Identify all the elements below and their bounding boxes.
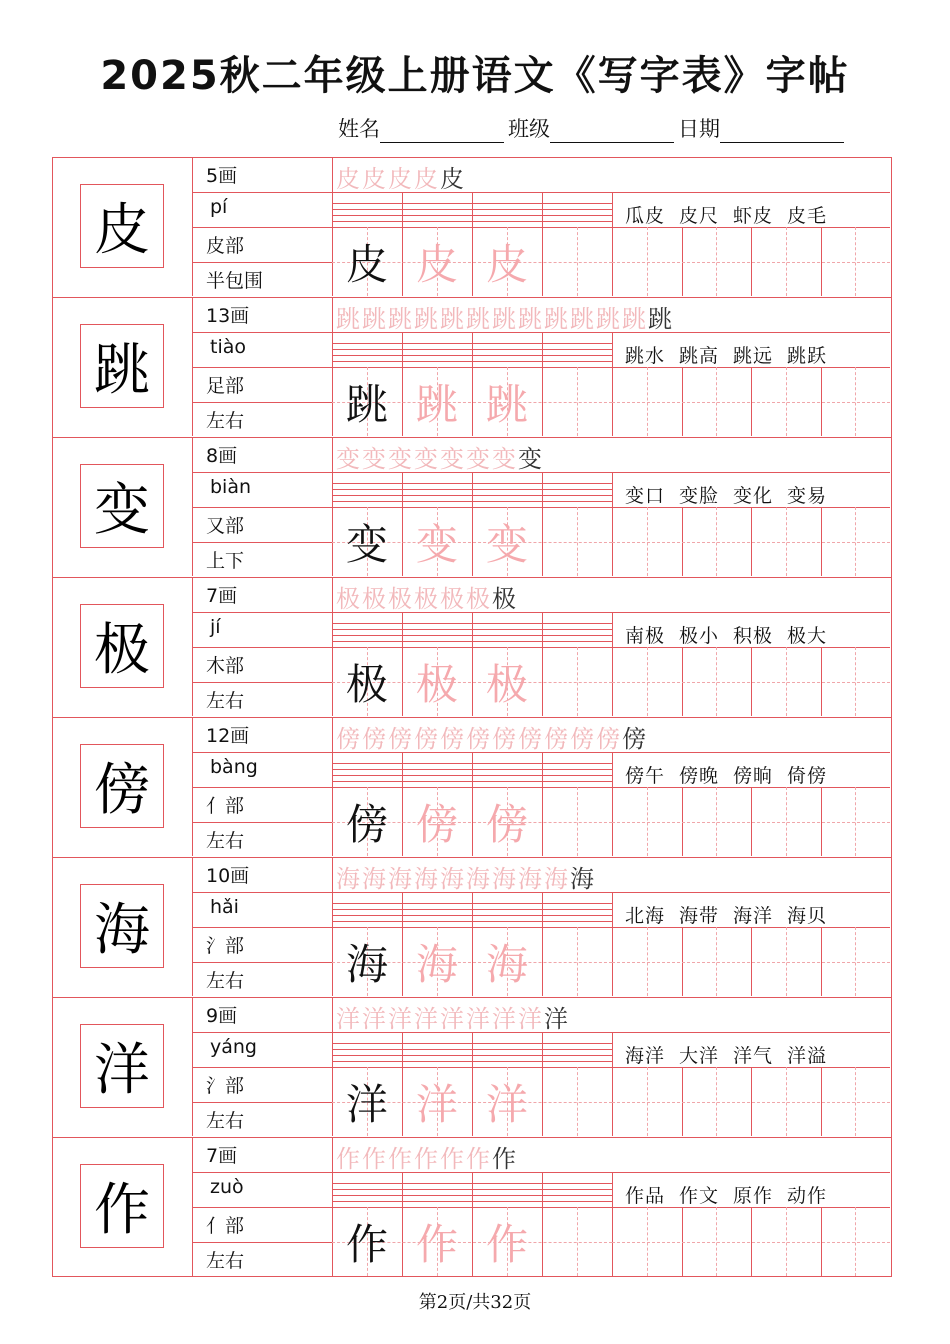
model-char: 作	[94, 1178, 150, 1243]
word-item: 皮毛	[787, 205, 828, 227]
info-divider	[192, 752, 332, 753]
stroke-step: 傍	[518, 724, 542, 753]
info-divider	[192, 367, 332, 368]
stroke-step: 海	[466, 864, 490, 893]
word-list	[625, 901, 841, 928]
trace-char-solid: 跳	[345, 380, 388, 429]
stroke-step: 傍	[336, 724, 360, 753]
word-item: 海带	[679, 905, 720, 927]
stroke-step: 洋	[492, 1004, 516, 1033]
model-char-box	[80, 604, 164, 688]
trace-char-solid: 作	[345, 1220, 388, 1269]
stroke-sequence	[336, 719, 648, 753]
info-divider	[192, 507, 332, 508]
cell-divider	[612, 1172, 613, 1276]
word-item: 动作	[787, 1185, 828, 1207]
info-divider	[192, 927, 332, 928]
stroke-step: 傍	[596, 724, 620, 753]
info-strokes: 5画	[206, 165, 238, 187]
stroke-step: 海	[362, 864, 386, 893]
stroke-step: 傍	[440, 724, 464, 753]
info-pinyin: jí	[210, 616, 221, 638]
word-item: 作品	[625, 1185, 666, 1207]
stroke-sequence	[336, 579, 518, 613]
stroke-step: 变	[388, 444, 412, 473]
guide-line	[612, 542, 890, 543]
pinyin-cell-divider	[472, 472, 473, 507]
pinyin-cell-divider	[542, 752, 543, 787]
stroke-step: 跳	[388, 304, 412, 333]
pinyin-cell-divider	[472, 192, 473, 227]
info-structure: 左右	[206, 830, 245, 852]
word-item: 跳水	[625, 345, 666, 367]
name-label: 姓名	[338, 117, 380, 141]
stroke-step: 变	[336, 444, 360, 473]
char-row	[52, 857, 892, 997]
pinyin-cell-divider	[472, 332, 473, 367]
word-item: 跳远	[733, 345, 774, 367]
guide-line	[612, 1242, 890, 1243]
trace-char-pink: 海	[415, 940, 458, 989]
info-structure: 左右	[206, 1250, 245, 1272]
stroke-step: 作	[388, 1144, 412, 1173]
trace-char-pink: 跳	[485, 380, 528, 429]
pinyin-cell-divider	[402, 192, 403, 227]
stroke-step: 傍	[544, 724, 568, 753]
stroke-sequence	[336, 999, 570, 1033]
word-item: 极大	[787, 625, 828, 647]
stroke-step: 变	[518, 444, 542, 473]
word-item: 虾皮	[733, 205, 774, 227]
page-title: 2025秋二年级上册语文《写字表》字帖	[100, 53, 850, 99]
info-strokes: 7画	[206, 1145, 238, 1167]
model-char: 洋	[94, 1038, 150, 1103]
info-strokes: 8画	[206, 445, 238, 467]
class-label: 班级	[508, 117, 550, 141]
stroke-step: 跳	[466, 304, 490, 333]
stroke-step: 跳	[440, 304, 464, 333]
trace-char-pink: 极	[485, 660, 528, 709]
stroke-step: 作	[492, 1144, 516, 1173]
stroke-step: 变	[492, 444, 516, 473]
model-char: 跳	[94, 338, 150, 403]
pinyin-cell-divider	[542, 612, 543, 647]
char-row	[52, 297, 892, 437]
stroke-step: 傍	[622, 724, 646, 753]
info-divider	[192, 1242, 332, 1243]
word-item: 海洋	[733, 905, 774, 927]
word-item: 洋溢	[787, 1045, 828, 1067]
stroke-step: 变	[414, 444, 438, 473]
pinyin-cell-divider	[472, 892, 473, 927]
pinyin-cell-divider	[542, 192, 543, 227]
stroke-step: 洋	[362, 1004, 386, 1033]
stroke-step: 极	[466, 584, 490, 613]
word-item: 极小	[679, 625, 720, 647]
stroke-step: 极	[336, 584, 360, 613]
stroke-step: 作	[336, 1144, 360, 1173]
stroke-step: 跳	[362, 304, 386, 333]
stroke-step: 海	[570, 864, 594, 893]
info-strokes: 9画	[206, 1005, 238, 1027]
practice-sheet	[52, 157, 892, 1277]
stroke-step: 作	[414, 1144, 438, 1173]
info-pinyin: tiào	[210, 336, 246, 358]
trace-char-pink: 皮	[415, 240, 458, 289]
word-item: 原作	[733, 1185, 774, 1207]
trace-char-solid: 洋	[345, 1080, 388, 1129]
info-divider	[192, 962, 332, 963]
writing-cell[interactable]	[542, 647, 612, 716]
word-item: 积极	[733, 625, 774, 647]
stroke-step: 变	[362, 444, 386, 473]
trace-char-solid: 傍	[345, 800, 388, 849]
info-divider	[192, 472, 332, 473]
word-list	[625, 201, 841, 228]
stroke-step: 作	[466, 1144, 490, 1173]
info-pinyin: pí	[210, 196, 228, 218]
word-item: 傍晌	[733, 765, 774, 787]
word-item: 作文	[679, 1185, 720, 1207]
info-divider	[192, 332, 332, 333]
model-char-box	[80, 464, 164, 548]
word-item: 跳跃	[787, 345, 828, 367]
stroke-step: 洋	[388, 1004, 412, 1033]
trace-char-pink: 作	[415, 1220, 458, 1269]
page-footer: 第2页/共32页	[418, 1292, 532, 1313]
writing-cell[interactable]	[542, 787, 612, 856]
cell-divider	[612, 472, 613, 576]
stroke-step: 洋	[466, 1004, 490, 1033]
model-char-box	[80, 184, 164, 268]
info-pinyin: biàn	[210, 476, 252, 498]
info-divider	[192, 1067, 332, 1068]
word-list	[625, 341, 841, 368]
pinyin-cell-divider	[542, 332, 543, 367]
trace-char-solid: 变	[345, 520, 388, 569]
writing-cell[interactable]	[542, 927, 612, 996]
trace-char-pink: 傍	[485, 800, 528, 849]
stroke-step: 极	[388, 584, 412, 613]
word-item: 倚傍	[787, 765, 828, 787]
word-item: 瓜皮	[625, 205, 666, 227]
stroke-step: 海	[544, 864, 568, 893]
info-divider	[192, 227, 332, 228]
cell-divider	[612, 752, 613, 856]
trace-char-solid: 皮	[345, 240, 388, 289]
stroke-step: 跳	[492, 304, 516, 333]
word-item: 大洋	[679, 1045, 720, 1067]
word-item: 傍晚	[679, 765, 720, 787]
stroke-step: 皮	[388, 164, 412, 193]
stroke-sequence	[336, 1139, 518, 1173]
writing-cell[interactable]	[542, 1067, 612, 1136]
class-blank[interactable]	[550, 120, 674, 143]
info-divider	[192, 192, 332, 193]
guide-line	[612, 1102, 890, 1103]
stroke-step: 海	[336, 864, 360, 893]
info-divider	[192, 1102, 332, 1103]
date-label: 日期	[678, 117, 720, 141]
stroke-step: 傍	[570, 724, 594, 753]
word-list	[625, 621, 841, 648]
info-radical: 足部	[206, 375, 245, 397]
word-item: 变易	[787, 485, 828, 507]
info-structure: 左右	[206, 970, 245, 992]
stroke-step: 跳	[544, 304, 568, 333]
writing-cell[interactable]	[542, 367, 612, 436]
stroke-step: 极	[362, 584, 386, 613]
info-structure: 上下	[206, 550, 245, 572]
stroke-step: 变	[466, 444, 490, 473]
stroke-step: 傍	[388, 724, 412, 753]
guide-line	[612, 402, 890, 403]
info-radical: 氵部	[206, 1075, 245, 1097]
pinyin-cell-divider	[542, 472, 543, 507]
info-divider	[192, 647, 332, 648]
info-pinyin: zuò	[210, 1176, 244, 1198]
word-item: 海洋	[625, 1045, 666, 1067]
model-char: 极	[94, 618, 150, 683]
info-pinyin: bàng	[210, 756, 258, 778]
writing-cell[interactable]	[542, 507, 612, 576]
stroke-sequence	[336, 299, 674, 333]
stroke-step: 海	[492, 864, 516, 893]
writing-cell[interactable]	[542, 1207, 612, 1276]
guide-line	[612, 822, 890, 823]
info-structure: 半包围	[206, 270, 264, 292]
model-char-box	[80, 1164, 164, 1248]
cell-divider	[612, 612, 613, 716]
model-char: 傍	[94, 758, 150, 823]
info-divider	[192, 1032, 332, 1033]
stroke-step: 皮	[362, 164, 386, 193]
guide-line	[612, 262, 890, 263]
pinyin-cell-divider	[402, 1032, 403, 1067]
stroke-sequence	[336, 159, 466, 193]
info-radical: 氵部	[206, 935, 245, 957]
stroke-step: 跳	[648, 304, 672, 333]
stroke-step: 皮	[440, 164, 464, 193]
cell-divider	[612, 892, 613, 996]
stroke-step: 海	[518, 864, 542, 893]
stroke-step: 洋	[544, 1004, 568, 1033]
cell-divider	[612, 1032, 613, 1136]
word-item: 跳高	[679, 345, 720, 367]
char-row	[52, 157, 892, 297]
word-item: 洋气	[733, 1045, 774, 1067]
info-divider	[192, 1207, 332, 1208]
info-radical: 亻部	[206, 1215, 245, 1237]
stroke-step: 跳	[336, 304, 360, 333]
trace-char-pink: 皮	[485, 240, 528, 289]
stroke-step: 极	[492, 584, 516, 613]
cell-divider	[612, 192, 613, 296]
trace-char-pink: 作	[485, 1220, 528, 1269]
word-list	[625, 761, 841, 788]
info-strokes: 13画	[206, 305, 250, 327]
char-row	[52, 577, 892, 717]
cell-divider	[612, 332, 613, 436]
info-divider	[192, 892, 332, 893]
info-structure: 左右	[206, 690, 245, 712]
word-list	[625, 1041, 841, 1068]
stroke-step: 跳	[518, 304, 542, 333]
stroke-step: 洋	[414, 1004, 438, 1033]
pinyin-cell-divider	[402, 892, 403, 927]
guide-line	[612, 682, 890, 683]
pinyin-cell-divider	[542, 1172, 543, 1207]
stroke-step: 海	[388, 864, 412, 893]
pinyin-cell-divider	[472, 612, 473, 647]
info-radical: 又部	[206, 515, 245, 537]
info-divider	[192, 612, 332, 613]
stroke-step: 洋	[336, 1004, 360, 1033]
word-item: 海贝	[787, 905, 828, 927]
info-radical: 亻部	[206, 795, 245, 817]
trace-char-solid: 极	[345, 660, 388, 709]
stroke-step: 跳	[596, 304, 620, 333]
word-item: 北海	[625, 905, 666, 927]
stroke-step: 变	[440, 444, 464, 473]
char-row	[52, 437, 892, 577]
info-strokes: 7画	[206, 585, 238, 607]
info-divider	[192, 787, 332, 788]
word-item: 傍午	[625, 765, 666, 787]
stroke-sequence	[336, 859, 596, 893]
info-divider	[192, 822, 332, 823]
pinyin-cell-divider	[472, 1032, 473, 1067]
pinyin-cell-divider	[402, 612, 403, 647]
stroke-step: 傍	[492, 724, 516, 753]
stroke-step: 作	[440, 1144, 464, 1173]
stroke-step: 傍	[466, 724, 490, 753]
info-divider	[192, 402, 332, 403]
stroke-step: 海	[440, 864, 464, 893]
word-list	[625, 1181, 841, 1208]
info-pinyin: yáng	[210, 1036, 257, 1058]
pinyin-cell-divider	[542, 892, 543, 927]
stroke-step: 作	[362, 1144, 386, 1173]
model-char-box	[80, 884, 164, 968]
stroke-step: 洋	[440, 1004, 464, 1033]
pinyin-cell-divider	[542, 1032, 543, 1067]
stroke-step: 跳	[570, 304, 594, 333]
trace-char-pink: 极	[415, 660, 458, 709]
info-divider	[192, 542, 332, 543]
trace-char-pink: 傍	[415, 800, 458, 849]
guide-line	[612, 962, 890, 963]
pinyin-cell-divider	[402, 472, 403, 507]
model-char-box	[80, 324, 164, 408]
info-divider	[192, 682, 332, 683]
date-blank[interactable]	[720, 120, 844, 143]
student-info-row	[338, 113, 898, 145]
model-char: 海	[94, 898, 150, 963]
model-char-box	[80, 1024, 164, 1108]
stroke-step: 海	[414, 864, 438, 893]
word-item: 变口	[625, 485, 666, 507]
pinyin-cell-divider	[402, 332, 403, 367]
stroke-step: 皮	[336, 164, 360, 193]
trace-char-pink: 海	[485, 940, 528, 989]
info-radical: 木部	[206, 655, 245, 677]
info-structure: 左右	[206, 1110, 245, 1132]
model-char-box	[80, 744, 164, 828]
info-divider	[192, 1172, 332, 1173]
info-divider	[192, 262, 332, 263]
pinyin-cell-divider	[472, 752, 473, 787]
stroke-step: 傍	[414, 724, 438, 753]
info-pinyin: hǎi	[210, 896, 239, 918]
pinyin-cell-divider	[472, 1172, 473, 1207]
trace-char-pink: 洋	[415, 1080, 458, 1129]
stroke-step: 洋	[518, 1004, 542, 1033]
stroke-step: 傍	[362, 724, 386, 753]
model-char: 皮	[94, 198, 150, 263]
writing-cell[interactable]	[542, 227, 612, 296]
model-char: 变	[94, 478, 150, 543]
trace-char-pink: 跳	[415, 380, 458, 429]
name-blank[interactable]	[380, 120, 504, 143]
info-radical: 皮部	[206, 235, 245, 257]
char-row	[52, 1137, 892, 1277]
word-item: 南极	[625, 625, 666, 647]
word-item: 变脸	[679, 485, 720, 507]
info-structure: 左右	[206, 410, 245, 432]
stroke-step: 极	[414, 584, 438, 613]
stroke-step: 皮	[414, 164, 438, 193]
stroke-sequence	[336, 439, 544, 473]
pinyin-cell-divider	[402, 1172, 403, 1207]
stroke-step: 跳	[622, 304, 646, 333]
trace-char-pink: 变	[415, 520, 458, 569]
info-strokes: 10画	[206, 865, 250, 887]
word-item: 皮尺	[679, 205, 720, 227]
word-item: 变化	[733, 485, 774, 507]
word-list	[625, 481, 841, 508]
trace-char-pink: 变	[485, 520, 528, 569]
trace-char-pink: 洋	[485, 1080, 528, 1129]
trace-char-solid: 海	[345, 940, 388, 989]
char-row	[52, 997, 892, 1137]
char-row	[52, 717, 892, 857]
stroke-step: 跳	[414, 304, 438, 333]
pinyin-cell-divider	[402, 752, 403, 787]
stroke-step: 极	[440, 584, 464, 613]
info-strokes: 12画	[206, 725, 250, 747]
